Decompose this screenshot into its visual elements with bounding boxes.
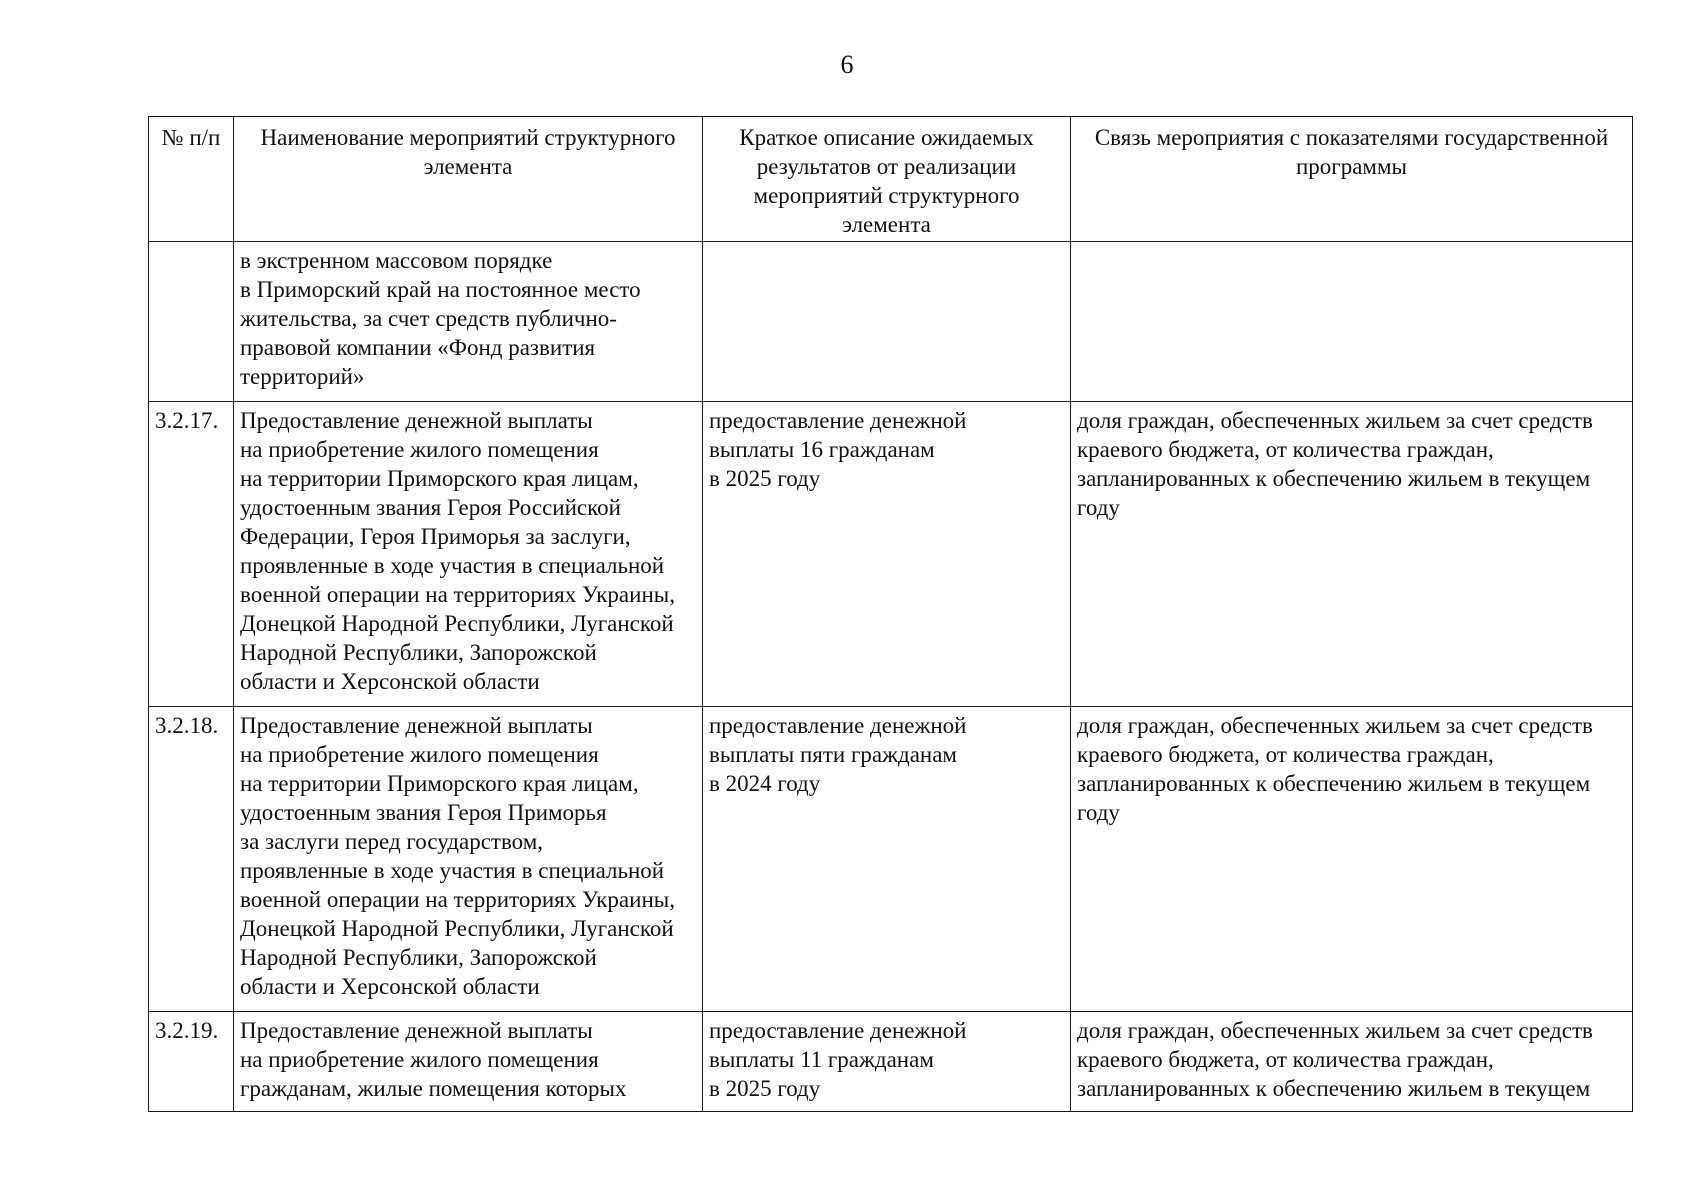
expected-result-cell bbox=[703, 242, 1071, 402]
measure-name-text: Предоставление денежной выплаты на приобретение жилого помещения гражданам, жилые помещения которых bbox=[240, 1018, 627, 1101]
row-number: 3.2.17. bbox=[149, 402, 234, 707]
row-number bbox=[149, 242, 234, 402]
table-row bbox=[149, 707, 1633, 1012]
measure-name-text: в экстренном массовом порядке в Приморский край на постоянное место жительства, за счет средств публично- правовой компании «Фонд развития территорий» bbox=[240, 248, 641, 389]
expected-result-cell bbox=[703, 1012, 1071, 1112]
measure-name-cell bbox=[234, 1012, 703, 1112]
indicator-link-cell bbox=[1071, 242, 1633, 402]
measure-name-cell bbox=[234, 402, 703, 707]
page-number: 6 bbox=[840, 50, 854, 79]
expected-result-text: предоставление денежной выплаты пяти гражданам в 2024 году bbox=[709, 713, 967, 796]
row-number: 3.2.18. bbox=[149, 707, 234, 1012]
indicator-link-cell bbox=[1071, 1012, 1633, 1112]
measures-table bbox=[148, 116, 1633, 1112]
measure-name-cell bbox=[234, 242, 703, 402]
table-row bbox=[149, 1012, 1633, 1112]
measure-name-text: Предоставление денежной выплаты на приобретение жилого помещения на территории Приморского края лицам, удостоенным звания Героя Российской Федерации, Героя Приморья за заслуги, проявленные в ходе участия в специальной военной операции на территориях Украины, Донецкой Народной Республики, Луганской Народной Республики, Запорожской области и Херсонской области bbox=[240, 408, 675, 694]
table-row bbox=[149, 402, 1633, 707]
indicator-link-cell bbox=[1071, 707, 1633, 1012]
header-expected-results: Краткое описание ожидаемых результатов от реализации мероприятий структурного элемента bbox=[703, 117, 1071, 242]
header-program-indicators: Связь мероприятия с показателями государственной программы bbox=[1071, 117, 1633, 242]
header-number: № п/п bbox=[149, 117, 234, 242]
indicator-link-text: доля граждан, обеспеченных жильем за счет средств краевого бюджета, от количества граждан, запланированных к обеспечению жильем в текущем bbox=[1077, 1018, 1593, 1101]
expected-result-cell bbox=[703, 707, 1071, 1012]
indicator-link-text: доля граждан, обеспеченных жильем за счет средств краевого бюджета, от количества граждан, запланированных к обеспечению жильем в текущем году bbox=[1077, 713, 1593, 825]
expected-result-text: предоставление денежной выплаты 11 гражданам в 2025 году bbox=[709, 1018, 967, 1101]
measure-name-text: Предоставление денежной выплаты на приобретение жилого помещения на территории Приморского края лицам, удостоенным звания Героя Приморья за заслуги перед государством, проявленные в ходе участия в специальной военной операции на территориях Украины, Донецкой Народной Республики, Луганской Народной Республики, Запорожской области и Херсонской области bbox=[240, 713, 675, 999]
expected-result-text: предоставление денежной выплаты 16 гражданам в 2025 году bbox=[709, 408, 967, 491]
row-number: 3.2.19. bbox=[149, 1012, 234, 1112]
indicator-link-cell bbox=[1071, 402, 1633, 707]
measure-name-cell bbox=[234, 707, 703, 1012]
table-header-row bbox=[149, 117, 1633, 242]
header-measure-name: Наименование мероприятий структурного элемента bbox=[234, 117, 703, 242]
indicator-link-text: доля граждан, обеспеченных жильем за счет средств краевого бюджета, от количества граждан, запланированных к обеспечению жильем в текущем году bbox=[1077, 408, 1593, 520]
table-row bbox=[149, 242, 1633, 402]
expected-result-cell bbox=[703, 402, 1071, 707]
